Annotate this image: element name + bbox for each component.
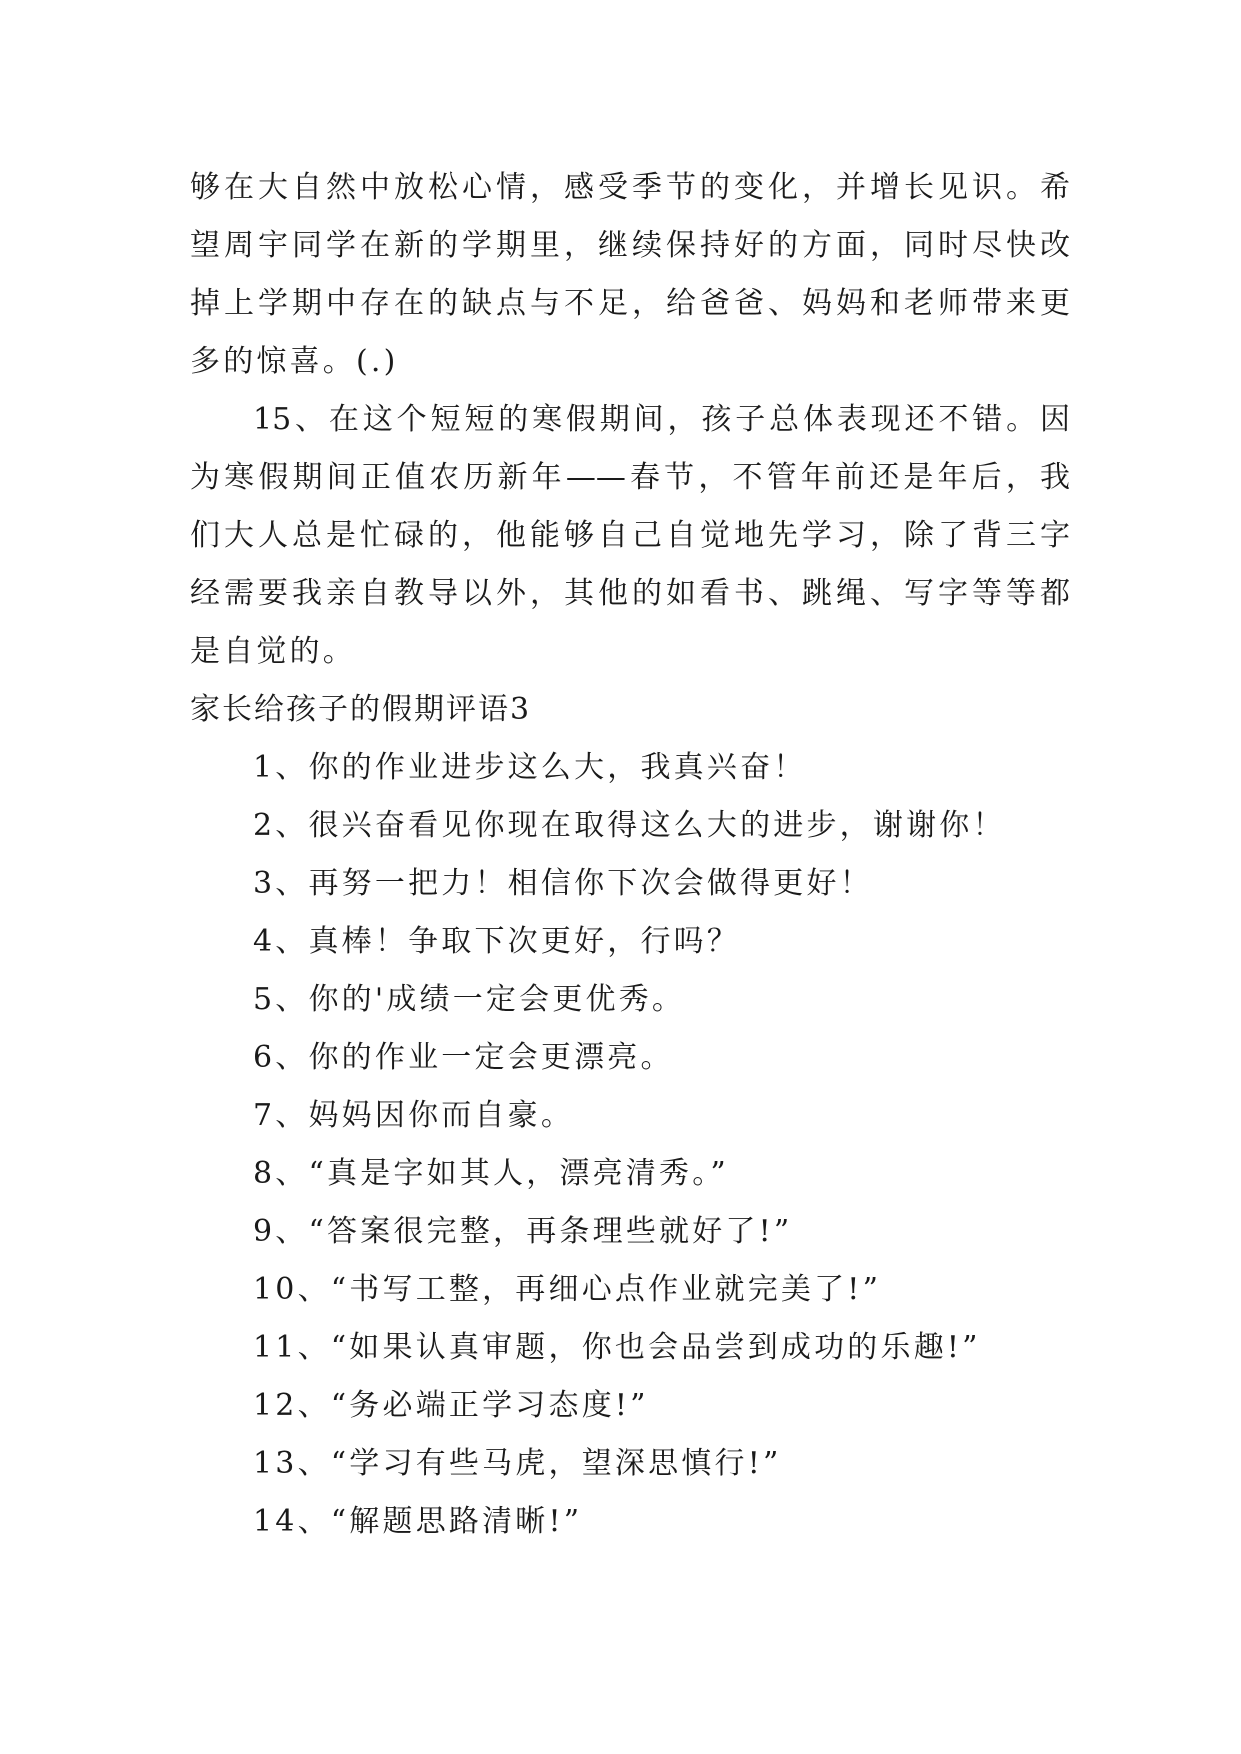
list-item: 2、很兴奋看见你现在取得这么大的进步，谢谢你！ — [253, 808, 1006, 843]
paragraph-line: 为寒假期间正值农历新年——春节，不管年前还是年后，我 — [190, 460, 1070, 495]
list-item: 6、你的作业一定会更漂亮。 — [253, 1040, 674, 1075]
paragraph-line: 是自觉的。 — [190, 634, 356, 669]
list-item: 5、你的'成绩一定会更优秀。 — [253, 982, 686, 1017]
list-item: 8、“真是字如其人，漂亮清秀。” — [253, 1156, 729, 1191]
list-item: 12、“务必端正学习态度!” — [253, 1388, 649, 1423]
list-item: 9、“答案很完整，再条理些就好了!” — [253, 1214, 793, 1249]
list-item: 13、“学习有些马虎，望深思慎行!” — [253, 1446, 782, 1481]
paragraph-line: 们大人总是忙碌的，他能够自己自觉地先学习，除了背三字 — [190, 518, 1070, 553]
list-item: 10、“书写工整，再细心点作业就完美了!” — [253, 1272, 882, 1307]
paragraph-line: 15、在这个短短的寒假期间，孩子总体表现还不错。因 — [253, 402, 1070, 437]
paragraph-line: 多的惊喜。(.) — [190, 344, 399, 379]
list-item: 4、真棒！争取下次更好，行吗？ — [253, 924, 741, 959]
list-item: 14、“解题思路清晰!” — [253, 1504, 583, 1539]
paragraph-line: 望周宇同学在新的学期里，继续保持好的方面，同时尽快改 — [190, 228, 1070, 263]
list-item: 11、“如果认真审题，你也会品尝到成功的乐趣!” — [253, 1330, 981, 1365]
list-item: 3、再努一把力！相信你下次会做得更好！ — [253, 866, 873, 901]
paragraph-line: 够在大自然中放松心情，感受季节的变化，并增长见识。希 — [190, 170, 1070, 205]
section-title: 家长给孩子的假期评语3 — [190, 692, 532, 727]
list-item: 7、妈妈因你而自豪。 — [253, 1098, 575, 1133]
list-item: 1、你的作业进步这么大，我真兴奋！ — [253, 750, 807, 785]
paragraph-line: 掉上学期中存在的缺点与不足，给爸爸、妈妈和老师带来更 — [190, 286, 1070, 321]
paragraph-line: 经需要我亲自教导以外，其他的如看书、跳绳、写字等等都 — [190, 576, 1070, 611]
